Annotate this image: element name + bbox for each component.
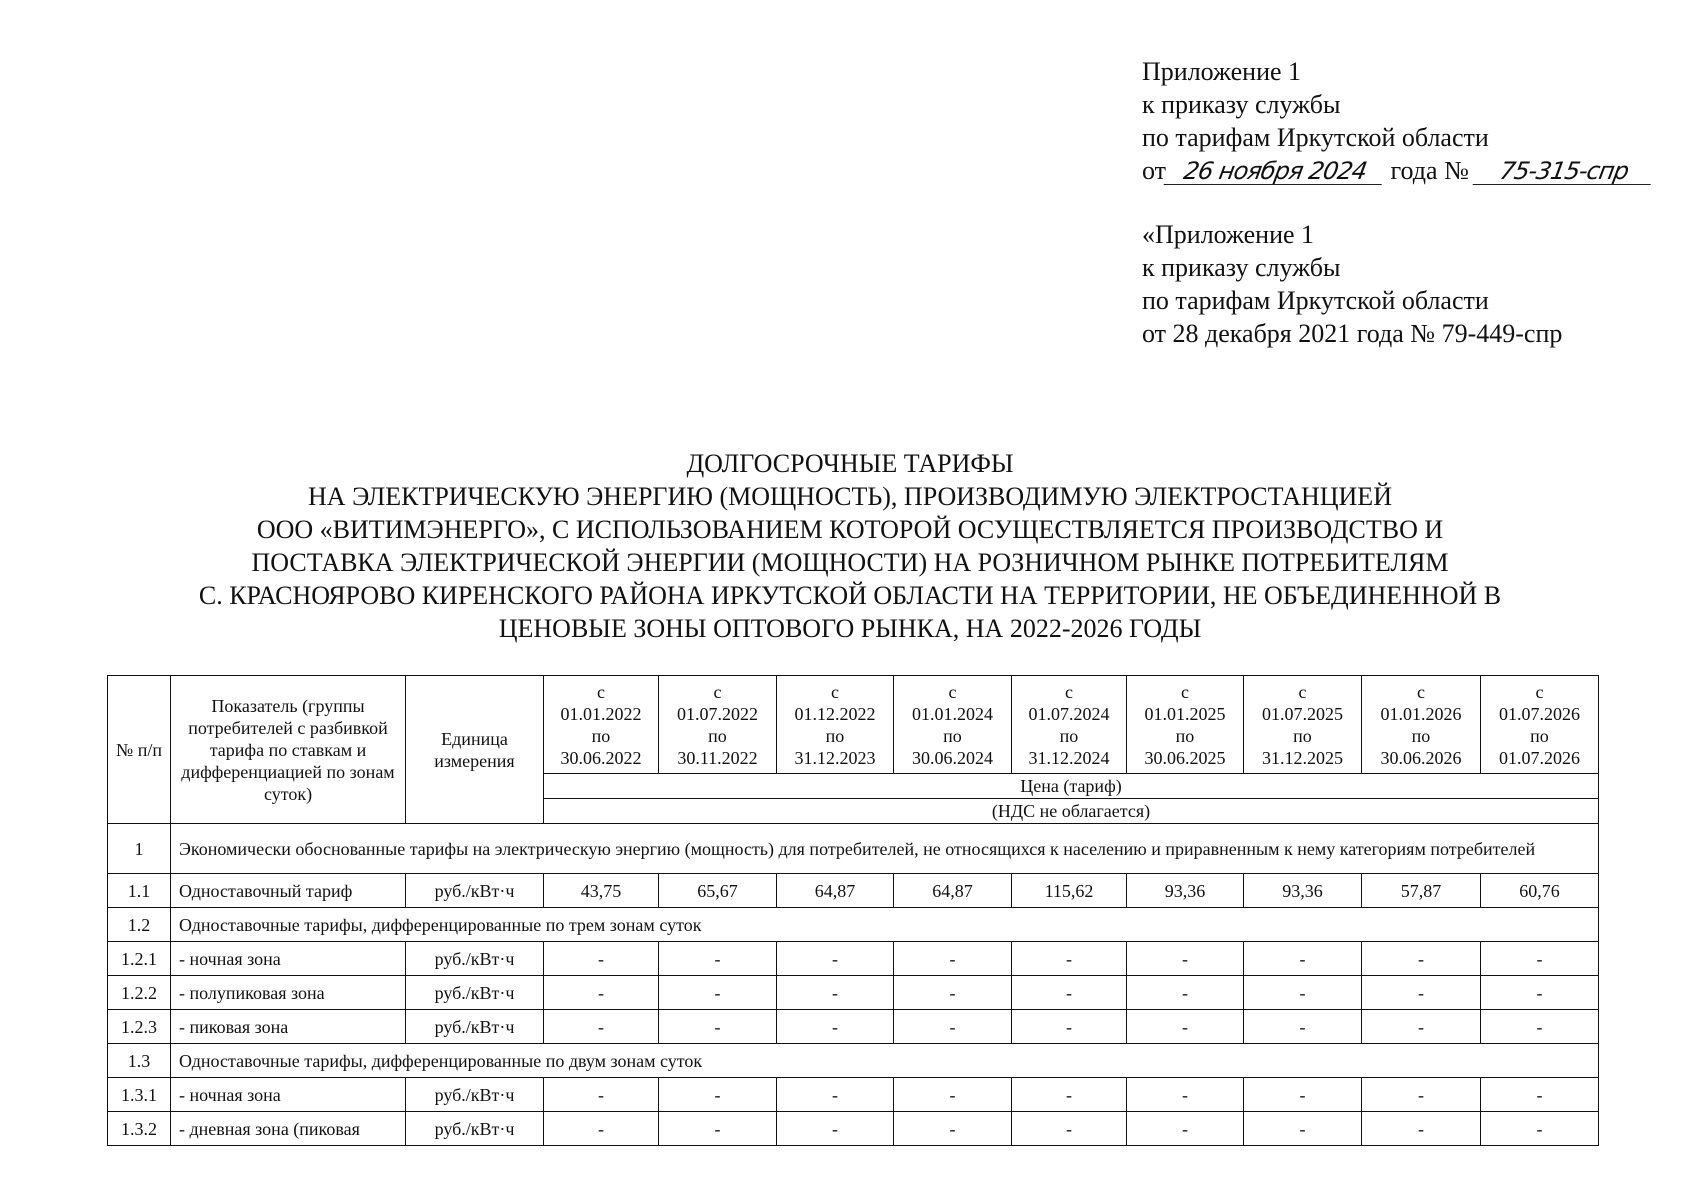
row-value: - [1127,976,1244,1010]
row-value: - [1481,1010,1599,1044]
row-value: - [659,1112,777,1146]
header-num: № п/п [108,676,171,824]
row-value: - [544,1010,659,1044]
row-value: - [1244,976,1362,1010]
row-value: - [894,1078,1012,1112]
row-value: - [1362,1112,1481,1146]
row-value: - [1127,942,1244,976]
row-value: 64,87 [777,874,894,908]
header-period: с 01.01.2025 по 30.06.2025 [1127,676,1244,774]
row-value: - [1127,1112,1244,1146]
row-value: - [544,1112,659,1146]
table-row [108,1010,1599,1044]
title-line3: ООО «ВИТИМЭНЕРГО», С ИСПОЛЬЗОВАНИЕМ КОТОРОЙ ОСУЩЕСТВЛЯЕТСЯ ПРОИЗВОДСТВО И [256,515,1444,544]
header-period: с 01.07.2022 по 30.11.2022 [659,676,777,774]
appendix-original-line2: к приказу службы [1142,253,1341,282]
row-value: - [1362,1078,1481,1112]
header-vat: (НДС не облагается) [544,799,1599,824]
appendix-current [1142,55,1653,187]
title-line6: ЦЕНОВЫЕ ЗОНЫ ОПТОВОГО РЫНКА, НА 2022-2026 ГОДЫ [498,614,1202,643]
row-value: - [1012,942,1127,976]
row-unit: руб./кВт·ч [406,942,544,976]
appendix-current-line1: Приложение 1 [1142,57,1302,86]
handwritten-number: 75-315-спр [1473,158,1656,185]
row-value: - [1362,942,1481,976]
row-name: - дневная зона (пиковая [171,1112,406,1146]
table-row [108,1112,1599,1146]
row-value: 57,87 [1362,874,1481,908]
row-name: - пиковая зона [171,1010,406,1044]
row-value: 64,87 [894,874,1012,908]
row-value: - [1362,1010,1481,1044]
row-unit: руб./кВт·ч [406,1112,544,1146]
header-period: с 01.01.2026 по 30.06.2026 [1362,676,1481,774]
title-line1: ДОЛГОСРОЧНЫЕ ТАРИФЫ [686,449,1014,478]
title-line4: ПОСТАВКА ЭЛЕКТРИЧЕСКОЙ ЭНЕРГИИ (МОЩНОСТИ) НА РОЗНИЧНОМ РЫНКЕ ПОТРЕБИТЕЛЯМ [251,548,1449,577]
row-value: - [1362,976,1481,1010]
row-value: - [1481,1078,1599,1112]
title-line2: НА ЭЛЕКТРИЧЕСКУЮ ЭНЕРГИЮ (МОЩНОСТЬ), ПРОИЗВОДИМУЮ ЭЛЕКТРОСТАНЦИЕЙ [308,482,1392,511]
appendix-current-line4 [1142,154,1653,187]
row-value: - [1481,976,1599,1010]
row-value: - [777,942,894,976]
header-price: Цена (тариф) [544,774,1599,799]
row-num: 1.3.2 [108,1112,171,1146]
row-value: - [894,942,1012,976]
appendix-date-prefix: от [1142,156,1167,185]
header-unit: Единица измерения [406,676,544,824]
row-value: - [544,976,659,1010]
appendix-original-line1: «Приложение 1 [1142,220,1315,249]
row-value: - [659,976,777,1010]
row-value: 93,36 [1244,874,1362,908]
row-value: - [1127,1010,1244,1044]
row-name: - ночная зона [171,942,406,976]
row-unit: руб./кВт·ч [406,874,544,908]
section-text: Экономически обоснованные тарифы на электрическую энергию (мощность) для потребителей, не относящихся к населению и приравненным к нему категориям потребителей [171,824,1599,874]
table-row [108,874,1599,908]
title-line5: С. КРАСНОЯРОВО КИРЕНСКОГО РАЙОНА ИРКУТСКОЙ ОБЛАСТИ НА ТЕРРИТОРИИ, НЕ ОБЪЕДИНЕННОЙ В [198,581,1502,610]
appendix-original-line4: от 28 декабря 2021 года № 79-449-спр [1142,319,1563,348]
table-row [108,976,1599,1010]
row-value: - [1244,1112,1362,1146]
header-indicator: Показатель (группы потребителей с разбивкой тарифа по ставкам и дифференциацией по зонам суток) [171,676,406,824]
row-value: - [1244,942,1362,976]
header-period: с 01.07.2026 по 01.07.2026 [1481,676,1599,774]
row-value: 115,62 [1012,874,1127,908]
row-value: - [894,976,1012,1010]
row-value: - [544,942,659,976]
row-value: - [1127,1078,1244,1112]
row-num: 1.2 [108,908,171,942]
row-value: 65,67 [659,874,777,908]
row-num: 1 [108,824,171,874]
row-value: - [777,976,894,1010]
table-row [108,908,1599,942]
table-row [108,1044,1599,1078]
row-num: 1.1 [108,874,171,908]
row-value: - [1012,1078,1127,1112]
tariff-table [107,675,1599,1146]
table-row [108,942,1599,976]
row-value: - [777,1112,894,1146]
appendix-original [1142,218,1562,350]
row-value: - [1244,1010,1362,1044]
row-value: - [894,1010,1012,1044]
row-value: - [894,1112,1012,1146]
row-value: - [1481,942,1599,976]
appendix-current-line3: по тарифам Иркутской области [1142,123,1489,152]
row-num: 1.3.1 [108,1078,171,1112]
row-num: 1.2.1 [108,942,171,976]
header-period: с 01.07.2024 по 31.12.2024 [1012,676,1127,774]
row-num: 1.2.2 [108,976,171,1010]
row-value: 60,76 [1481,874,1599,908]
header-period: с 01.12.2022 по 31.12.2023 [777,676,894,774]
row-value: - [544,1078,659,1112]
row-value: - [1481,1112,1599,1146]
row-value: - [659,1078,777,1112]
row-value: - [1012,976,1127,1010]
row-name: - полупиковая зона [171,976,406,1010]
document-title [120,447,1580,645]
row-unit: руб./кВт·ч [406,1078,544,1112]
row-value: - [1012,1010,1127,1044]
appendix-current-line2: к приказу службы [1142,90,1341,119]
row-value: - [1012,1112,1127,1146]
row-value: - [777,1010,894,1044]
section-text: Одноставочные тарифы, дифференцированные по трем зонам суток [171,908,1599,942]
row-name: - ночная зона [171,1078,406,1112]
row-unit: руб./кВт·ч [406,976,544,1010]
appendix-original-line3: по тарифам Иркутской области [1142,286,1489,315]
row-unit: руб./кВт·ч [406,1010,544,1044]
row-num: 1.2.3 [108,1010,171,1044]
table-row [108,824,1599,874]
handwritten-date: 26 ноября 2024 [1164,158,1387,185]
header-period: с 01.07.2025 по 31.12.2025 [1244,676,1362,774]
row-value: 43,75 [544,874,659,908]
header-period: с 01.01.2024 по 30.06.2024 [894,676,1012,774]
appendix-number-prefix: года № [1390,156,1469,185]
row-name: Одноставочный тариф [171,874,406,908]
row-value: - [777,1078,894,1112]
row-value: - [659,942,777,976]
section-text: Одноставочные тарифы, дифференцированные по двум зонам суток [171,1044,1599,1078]
header-period: с 01.01.2022 по 30.06.2022 [544,676,659,774]
table-row [108,1078,1599,1112]
row-num: 1.3 [108,1044,171,1078]
row-value: - [659,1010,777,1044]
row-value: - [1244,1078,1362,1112]
row-value: 93,36 [1127,874,1244,908]
